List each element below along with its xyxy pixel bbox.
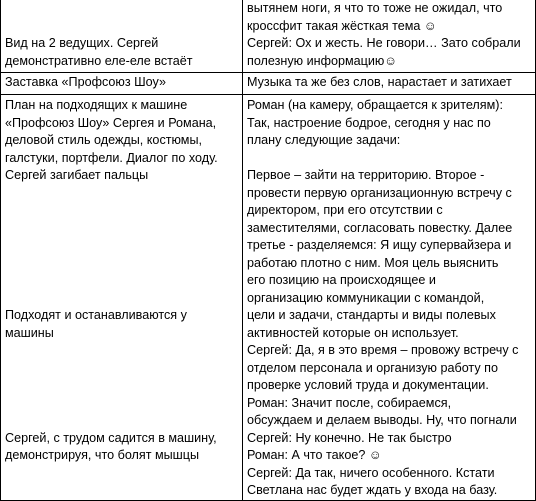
dialogue-line: вытянем ноги, я что то тоже не ожидал, что xyxy=(247,1,503,15)
scene-text-line: Вид на 2 ведущих. Сергей xyxy=(5,36,159,50)
dialogue-line: проверке условий труда и документации. xyxy=(247,378,489,392)
scene-cell xyxy=(1,73,243,95)
dialogue-line: работаю плотно с ним. Моя цель выяснить xyxy=(247,255,499,270)
scene-cell xyxy=(1,0,243,73)
scene-cell xyxy=(1,95,243,501)
scene-text-line: галстуки, портфели. Диалог по ходу. xyxy=(5,150,218,165)
dialogue-line: плану следующие задачи: xyxy=(247,133,401,147)
scene-text-line: План на подходящих к машине xyxy=(5,98,188,112)
dialogue-line: директором, при его отсутствии с xyxy=(247,203,443,217)
dialogue-line: активностей которые он использует. xyxy=(247,325,459,340)
dialogue-line: его позицию на происходящее и xyxy=(247,273,436,287)
scene-text-line: Сергей, с трудом садится в машину, xyxy=(5,430,217,445)
dialogue-line: кроссфит такая жёсткая тема ☺ xyxy=(247,18,437,33)
dialogue-line: Сергей: Ох и жесть. Не говори… Зато собрали xyxy=(247,36,521,50)
dialogue-line: отделом персонала и организую работу по xyxy=(247,360,498,375)
scene-text-line: «Профсоюз Шоу» Сергея и Романа, xyxy=(5,115,217,130)
dialogue-line: заместителями, согласовать повестку. Далее xyxy=(247,220,513,235)
scene-text-line: Заставка «Профсоюз Шоу» xyxy=(5,75,166,89)
scene-text-line: деловой стиль одежды, костюмы, xyxy=(5,133,203,147)
dialogue-cell xyxy=(243,95,536,501)
scene-text-line: машины xyxy=(5,325,54,340)
scene-text-line: Подходят и останавливаются у xyxy=(5,308,187,322)
dialogue-line: третье - разделяемся: Я ищу супервайзера и xyxy=(247,238,512,252)
dialogue-cell xyxy=(243,73,536,95)
dialogue-line: Светлана нас будет ждать у входа на базу. xyxy=(247,483,498,497)
dialogue-line: Сергей: Да, я в это время – провожу встречу с xyxy=(247,343,519,357)
dialogue-line: Музыка та же без слов, нарастает и затихает xyxy=(247,75,512,89)
table-row xyxy=(1,73,536,95)
dialogue-line: Сергей: Ну конечно. Не так быстро xyxy=(247,430,452,445)
dialogue-line: Так, настроение бодрое, сегодня у нас по xyxy=(247,115,491,130)
scene-text-line: демонстративно еле-еле встаёт xyxy=(5,53,193,68)
dialogue-line: обсуждаем и делаем выводы. Ну, что погнали xyxy=(247,413,517,427)
dialogue-line: Роман: Значит после, собираемся, xyxy=(247,395,452,410)
dialogue-line: Роман (на камеру, обращается к зрителям): xyxy=(247,98,503,112)
dialogue-line: организацию коммуникации с командой, xyxy=(247,290,485,305)
dialogue-line: Первое – зайти на территорию. Второе - xyxy=(247,168,485,182)
table-row xyxy=(1,0,536,73)
scene-text-line: Сергей загибает пальцы xyxy=(5,168,149,182)
dialogue-line: Сергей: Да так, ничего особенного. Кстати xyxy=(247,465,495,480)
dialogue-line: провести первую организационную встречу с xyxy=(247,185,512,200)
dialogue-line: цели и задачи, стандарты и виды полевых xyxy=(247,308,496,322)
scene-text-line: демонстрируя, что болят мышцы xyxy=(5,448,200,462)
dialogue-cell xyxy=(243,0,536,73)
table-row xyxy=(1,95,536,501)
dialogue-line: полезную информацию☺ xyxy=(247,53,398,68)
dialogue-line: Роман: А что такое? ☺ xyxy=(247,448,382,462)
